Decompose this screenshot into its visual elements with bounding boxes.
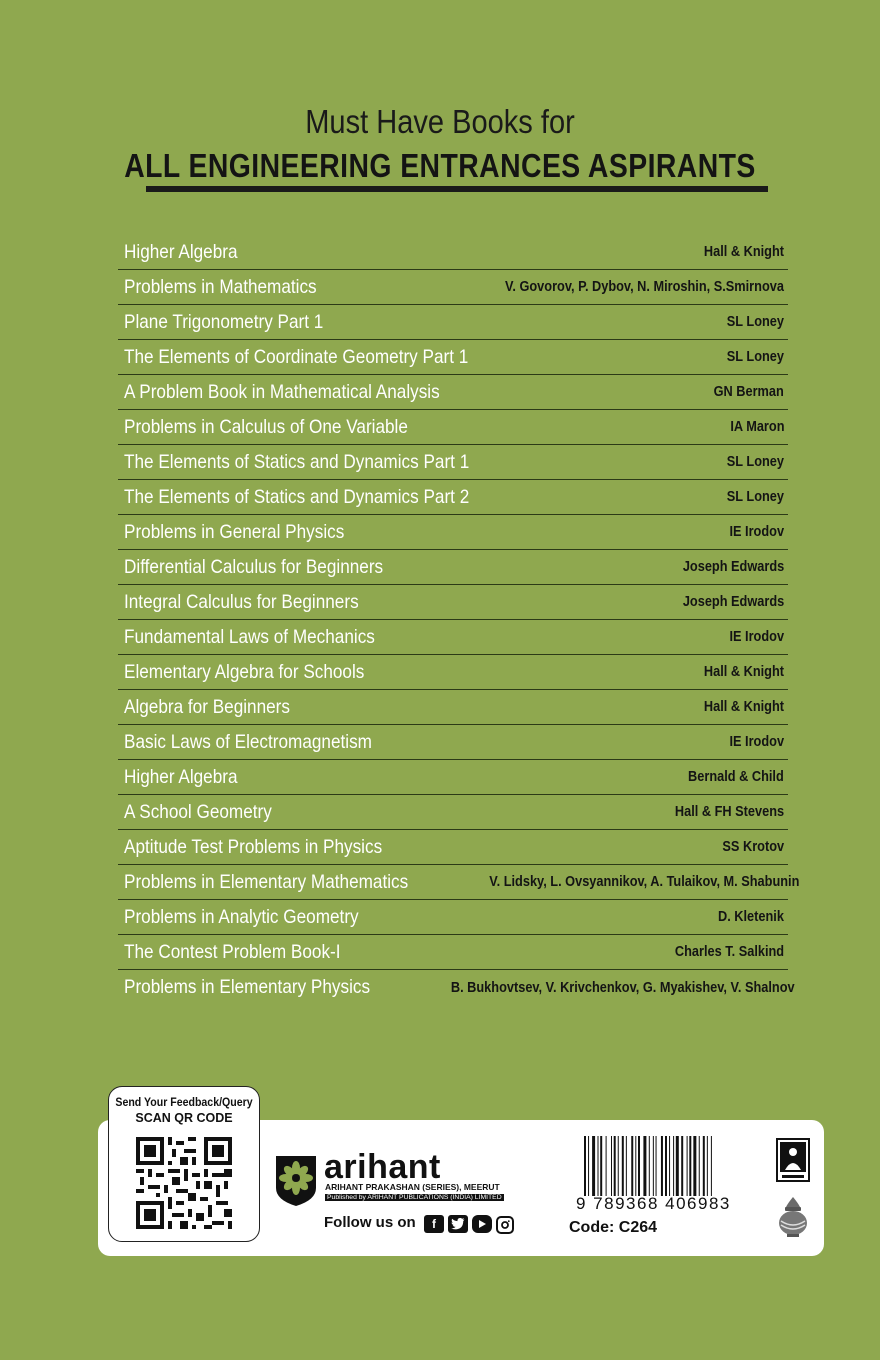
book-row (118, 445, 788, 480)
book-row (118, 550, 788, 585)
book-title: Differential Calculus for Beginners (124, 555, 384, 578)
book-title: The Elements of Statics and Dynamics Part 2 (124, 485, 470, 508)
book-author: SL Loney (726, 454, 784, 470)
book-row (118, 305, 788, 340)
kalash-emblem-icon (776, 1195, 810, 1239)
book-author: Hall & Knight (703, 664, 784, 680)
book-title: Higher Algebra (124, 240, 238, 263)
book-author: D. Kletenik (718, 909, 784, 925)
book-title: A School Geometry (124, 800, 272, 823)
book-list (118, 235, 800, 1005)
follow-us-label: Follow us on (324, 1214, 416, 1231)
qr-instruction: SCAN QR CODE (135, 1111, 233, 1125)
arihant-logo-icon (274, 1154, 318, 1208)
barcode-icon (584, 1136, 754, 1196)
book-title: Problems in Calculus of One Variable (124, 415, 408, 438)
book-row (118, 410, 788, 445)
youtube-icon[interactable] (472, 1215, 492, 1233)
book-row (118, 900, 788, 935)
book-title: A Problem Book in Mathematical Analysis (124, 380, 440, 403)
book-author: Bernald & Child (688, 769, 784, 785)
qr-caption: Send Your Feedback/Query (115, 1097, 253, 1109)
book-author: IE Irodov (729, 734, 784, 750)
brand-name: arihant (324, 1148, 441, 1186)
book-row (118, 760, 788, 795)
book-row (118, 270, 788, 305)
book-title: Problems in Elementary Mathematics (124, 870, 409, 893)
book-title: Problems in General Physics (124, 520, 345, 543)
book-title: The Contest Problem Book-I (124, 940, 341, 963)
book-title: Problems in Mathematics (124, 275, 317, 298)
heading-rule (146, 186, 768, 192)
book-author: Hall & FH Stevens (674, 804, 784, 820)
book-title: The Elements of Coordinate Geometry Part 1 (124, 345, 469, 368)
publisher-brand (274, 1148, 524, 1242)
book-row (118, 235, 788, 270)
book-author: B. Bukhovtsev, V. Krivchenkov, G. Myakishev, V. Shalnov (450, 979, 795, 996)
book-row (118, 480, 788, 515)
book-author: IE Irodov (729, 629, 784, 645)
book-row (118, 585, 788, 620)
book-title: Fundamental Laws of Mechanics (124, 625, 375, 648)
book-row (118, 515, 788, 550)
qr-code-icon[interactable] (136, 1137, 232, 1229)
qr-feedback-box[interactable] (108, 1086, 260, 1242)
book-row (118, 970, 795, 1005)
book-author: Charles T. Salkind (674, 944, 784, 960)
book-row (118, 935, 788, 970)
book-title: Aptitude Test Problems in Physics (124, 835, 383, 858)
book-title: Elementary Algebra for Schools (124, 660, 365, 683)
book-author: SL Loney (726, 489, 784, 505)
book-author: IA Maron (729, 419, 784, 435)
book-title: Basic Laws of Electromagnetism (124, 730, 372, 753)
book-author: V. Govorov, P. Dybov, N. Miroshin, S.Smirnova (505, 279, 784, 295)
twitter-icon[interactable] (448, 1215, 468, 1233)
seal-emblem-icon (776, 1138, 810, 1182)
book-author: Hall & Knight (703, 699, 784, 715)
heading-title: ALL ENGINEERING ENTRANCES ASPIRANTS (124, 147, 756, 184)
heading-subtitle: Must Have Books for (305, 103, 575, 140)
book-title: Algebra for Beginners (124, 695, 290, 718)
facebook-icon[interactable]: f (424, 1215, 444, 1233)
brand-publisher: Published by ARIHANT PUBLICATIONS (INDIA) LIMITED (327, 1194, 502, 1201)
heading (0, 100, 880, 188)
book-title: Integral Calculus for Beginners (124, 590, 359, 613)
book-title: Problems in Analytic Geometry (124, 905, 359, 928)
book-title: Problems in Elementary Physics (124, 976, 371, 998)
book-author: IE Irodov (729, 524, 784, 540)
book-row (118, 690, 788, 725)
book-row (118, 375, 788, 410)
book-row (118, 655, 788, 690)
book-title: Higher Algebra (124, 765, 238, 788)
book-author: V. Lidsky, L. Ovsyannikov, A. Tulaikov, M. Shabunin (489, 874, 800, 890)
book-author: Joseph Edwards (682, 594, 784, 610)
isbn-number: 9 789368 406983 (576, 1194, 731, 1213)
book-title: Plane Trigonometry Part 1 (124, 310, 324, 333)
book-row (118, 620, 788, 655)
book-title: The Elements of Statics and Dynamics Part 1 (124, 450, 470, 473)
book-author: Hall & Knight (703, 244, 784, 260)
book-row (118, 725, 788, 760)
book-author: SS Krotov (722, 839, 784, 855)
book-code: Code: C264 (569, 1219, 658, 1236)
instagram-icon[interactable] (496, 1216, 514, 1234)
book-row (118, 865, 800, 900)
book-row (118, 830, 788, 865)
book-author: SL Loney (726, 349, 784, 365)
book-author: SL Loney (726, 314, 784, 330)
book-author: Joseph Edwards (682, 559, 784, 575)
book-row (118, 340, 788, 375)
book-row (118, 795, 788, 830)
book-author: GN Berman (713, 384, 784, 400)
brand-subtitle: ARIHANT PRAKASHAN (SERIES), MEERUT (325, 1182, 500, 1192)
